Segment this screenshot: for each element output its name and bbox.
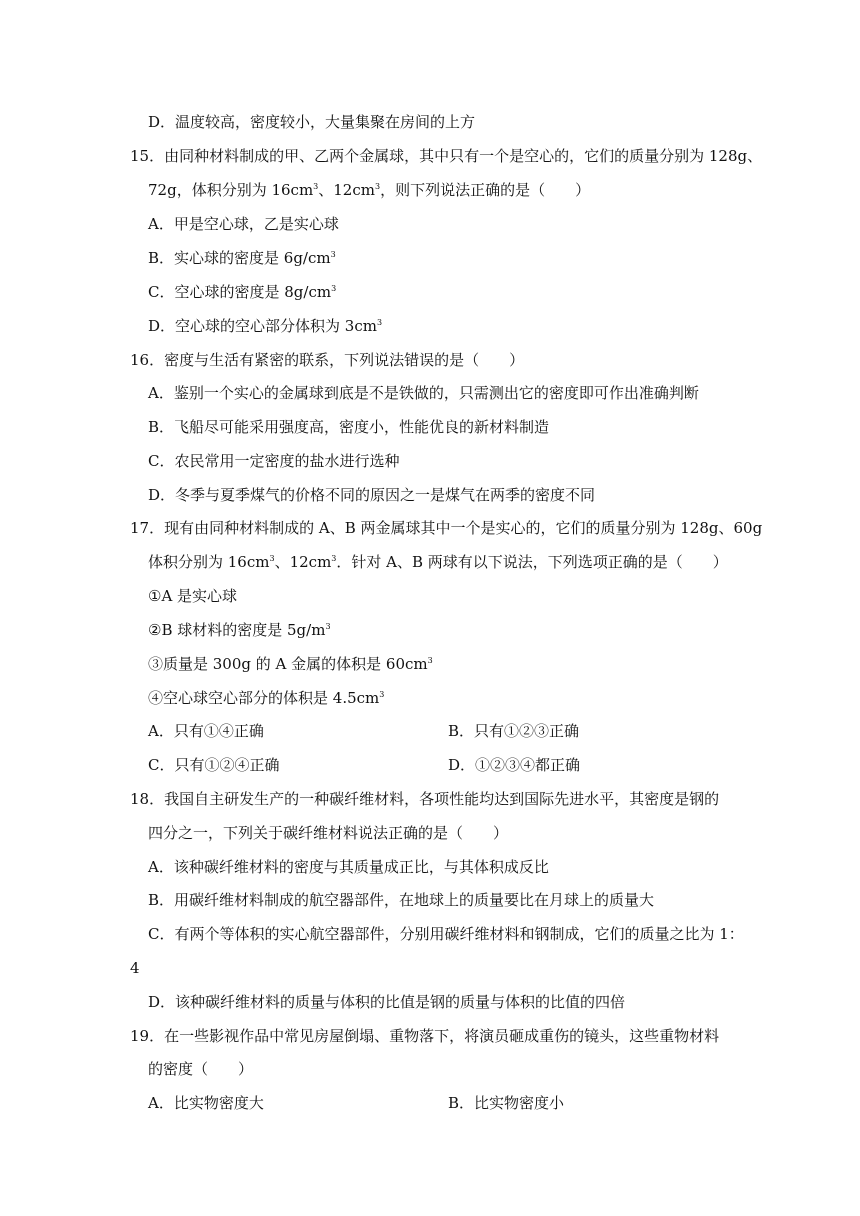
q18-option-c-continued: 4	[130, 959, 140, 977]
q16-option-c: C．农民常用一定密度的盐水进行选种	[148, 452, 400, 470]
q17-option-d: D．①②③④都正确	[448, 756, 581, 774]
q19-stem-line-2: 的密度（ ）	[148, 1060, 254, 1078]
q18-option-d: D．该种碳纤维材料的质量与体积的比值是钢的质量与体积的比值的四倍	[148, 993, 626, 1011]
q16-option-a: A．鉴别一个实心的金属球到底是不是铁做的，只需测出它的密度即可作出准确判断	[148, 384, 699, 402]
q17-stem-line-1: 17．现有由同种材料制成的 A、B 两金属球其中一个是实心的，它们的质量分别为 128g、60g	[130, 519, 763, 537]
q18-stem-line-2: 四分之一，下列关于碳纤维材料说法正确的是（ ）	[148, 824, 509, 842]
q16-option-d: D．冬季与夏季煤气的价格不同的原因之一是煤气在两季的密度不同	[148, 486, 596, 504]
q19-option-a: A．比实物密度大	[148, 1094, 264, 1112]
q17-option-a: A．只有①④正确	[148, 722, 264, 740]
q18-stem-line-1: 18．我国自主研发生产的一种碳纤维材料，各项性能均达到国际先进水平，其密度是钢的	[130, 790, 720, 808]
q14-option-d: D．温度较高，密度较小，大量集聚在房间的上方	[148, 113, 476, 131]
q19-stem-line-1: 19．在一些影视作品中常见房屋倒塌、重物落下，将演员砸成重伤的镜头，这些重物材料	[130, 1027, 720, 1045]
q17-statement-3: ③质量是 300g 的 A 金属的体积是 $60cm^3$	[148, 655, 433, 673]
q17-statement-2: ②B 球材料的密度是 $5g/m^3$	[148, 621, 331, 639]
q17-option-c: C．只有①②④正确	[148, 756, 280, 774]
q18-option-a: A．该种碳纤维材料的密度与其质量成正比，与其体积成反比	[148, 858, 549, 876]
q15-option-c: C．空心球的密度是 $8g/cm^3$	[148, 283, 337, 301]
q17-statement-1: ①A 是实心球	[148, 587, 238, 605]
q15-option-a: A．甲是空心球，乙是实心球	[148, 215, 339, 233]
q15-option-b: B．实心球的密度是 $6g/cm^3$	[148, 249, 336, 267]
q18-option-b: B．用碳纤维材料制成的航空器部件，在地球上的质量要比在月球上的质量大	[148, 891, 655, 909]
q17-option-b: B．只有①②③正确	[448, 722, 580, 740]
q15-stem-line-1: 15．由同种材料制成的甲、乙两个金属球，其中只有一个是空心的，它们的质量分别为 128g、	[130, 147, 763, 165]
q17-statement-4: ④空心球空心部分的体积是 $4.5cm^3$	[148, 689, 385, 707]
q15-stem-line-2: 72g，体积分别为 $16cm^3$、$12cm^3$，则下列说法正确的是（ ）	[148, 181, 591, 199]
q16-option-b: B．飞船尽可能采用强度高，密度小，性能优良的新材料制造	[148, 418, 550, 436]
q17-stem-line-2: 体积分别为 $16cm^3$、$12cm^3$．针对 A、B 两球有以下说法，下列选项正确的是（ ）	[148, 553, 728, 571]
q15-option-d: D．空心球的空心部分体积为 $3cm^3$	[148, 317, 383, 335]
q16-stem: 16．密度与生活有紧密的联系，下列说法错误的是（ ）	[130, 351, 525, 369]
q18-option-c: C．有两个等体积的实心航空器部件，分别用碳纤维材料和钢制成，它们的质量之比为 1：	[148, 925, 744, 943]
q19-option-b: B．比实物密度小	[448, 1094, 565, 1112]
